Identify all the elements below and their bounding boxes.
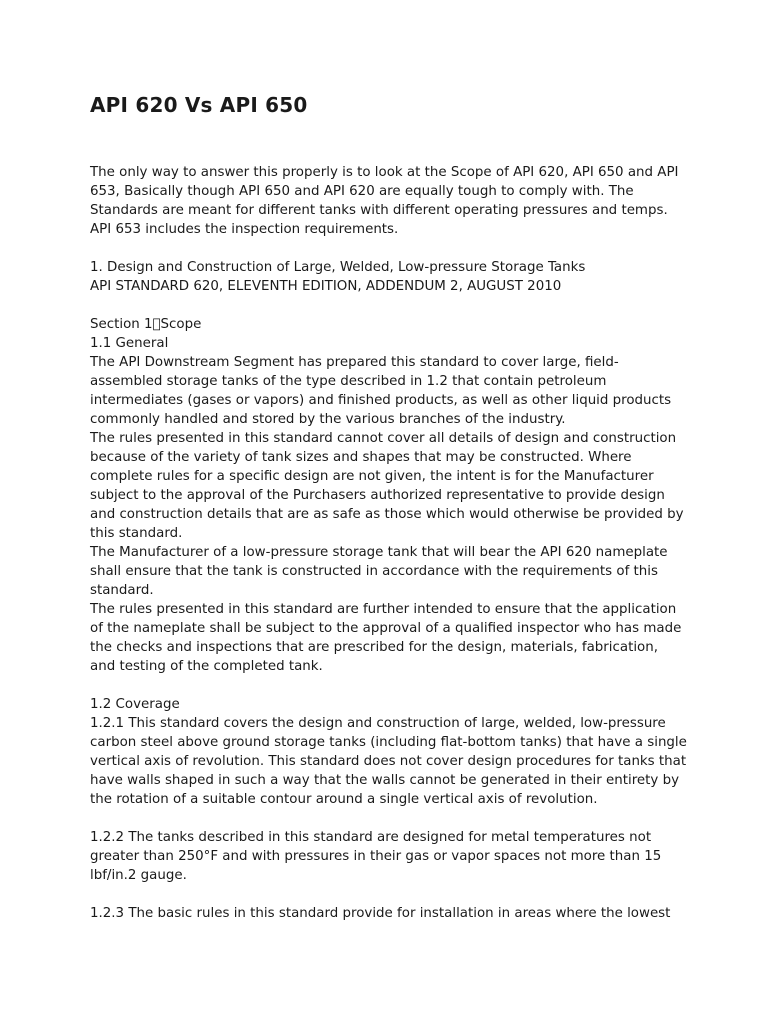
text-line: the rotation of a suitable contour around a single vertical axis of revolution. (90, 792, 598, 807)
paragraph-gap (90, 676, 720, 695)
text-line: complete rules for a specific design are not given, the intent is for the Manufacturer (90, 469, 654, 484)
text-line: commonly handled and stored by the various branches of the industry. (90, 412, 566, 427)
text-line: The rules presented in this standard are further intended to ensure that the application (90, 602, 677, 617)
text-line: the checks and inspections that are prescribed for the design, materials, fabrication, (90, 640, 658, 655)
text-line: subject to the approval of the Purchasers authorized representative to provide design (90, 488, 665, 503)
text-line: 1.2 Coverage (90, 697, 180, 712)
text-line: and testing of the completed tank. (90, 659, 323, 674)
text-line: and construction details that are as safe as those which would otherwise be provided by (90, 507, 684, 522)
text-line: of the nameplate shall be subject to the approval of a qualified inspector who has made (90, 621, 682, 636)
text-line: The API Downstream Segment has prepared this standard to cover large, field- (90, 355, 619, 370)
text-line: Section 1 Scope (90, 317, 202, 332)
text-line: standard. (90, 583, 154, 598)
text-line: API STANDARD 620, ELEVENTH EDITION, ADDENDUM 2, AUGUST 2010 (90, 279, 562, 294)
text-line: 1.2.3 The basic rules in this standard provide for installation in areas where the lowest (90, 906, 671, 921)
text-line: have walls shaped in such a way that the walls cannot be generated in their entirety by (90, 773, 680, 788)
text-line: The rules presented in this standard cannot cover all details of design and construction (90, 431, 677, 446)
text-line: 1.1 General (90, 336, 169, 351)
text-line: this standard. (90, 526, 183, 541)
text-line: intermediates (gases or vapors) and finished products, as well as other liquid products (90, 393, 672, 408)
paragraph-gap (90, 885, 720, 904)
text-line: The only way to answer this properly is to look at the Scope of API 620, API 650 and API (90, 165, 679, 180)
text-line: The Manufacturer of a low-pressure storage tank that will bear the API 620 nameplate (90, 545, 668, 560)
text-line: carbon steel above ground storage tanks (including flat-bottom tanks) that have a single (90, 735, 687, 750)
text-line: 1. Design and Construction of Large, Welded, Low-pressure Storage Tanks (90, 260, 586, 275)
paragraph-gap (90, 809, 720, 828)
text-line: greater than 250°F and with pressures in their gas or vapor spaces not more than 15 (90, 849, 662, 864)
text-line: 1.2.2 The tanks described in this standard are designed for metal temperatures not (90, 830, 652, 845)
text-line: lbf/in.2 gauge. (90, 868, 187, 883)
text-line: 1.2.1 This standard covers the design and construction of large, welded, low-pressure (90, 716, 666, 731)
text-line: shall ensure that the tank is constructed in accordance with the requirements of this (90, 564, 658, 579)
document-title: API 620 Vs API 650 (90, 93, 308, 117)
text-line: assembled storage tanks of the type described in 1.2 that contain petroleum (90, 374, 607, 389)
document-body (90, 163, 720, 923)
text-line: vertical axis of revolution. This standard does not cover design procedures for tanks that (90, 754, 687, 769)
text-line: API 653 includes the inspection requirements. (90, 222, 399, 237)
text-line: 653, Basically though API 650 and API 620 are equally tough to comply with. The (90, 184, 634, 199)
document-page (90, 91, 720, 923)
paragraph-gap (90, 239, 720, 258)
text-line: because of the variety of tank sizes and shapes that may be constructed. Where (90, 450, 632, 465)
paragraph-gap (90, 296, 720, 315)
text-line: Standards are meant for different tanks with different operating pressures and temps. (90, 203, 668, 218)
